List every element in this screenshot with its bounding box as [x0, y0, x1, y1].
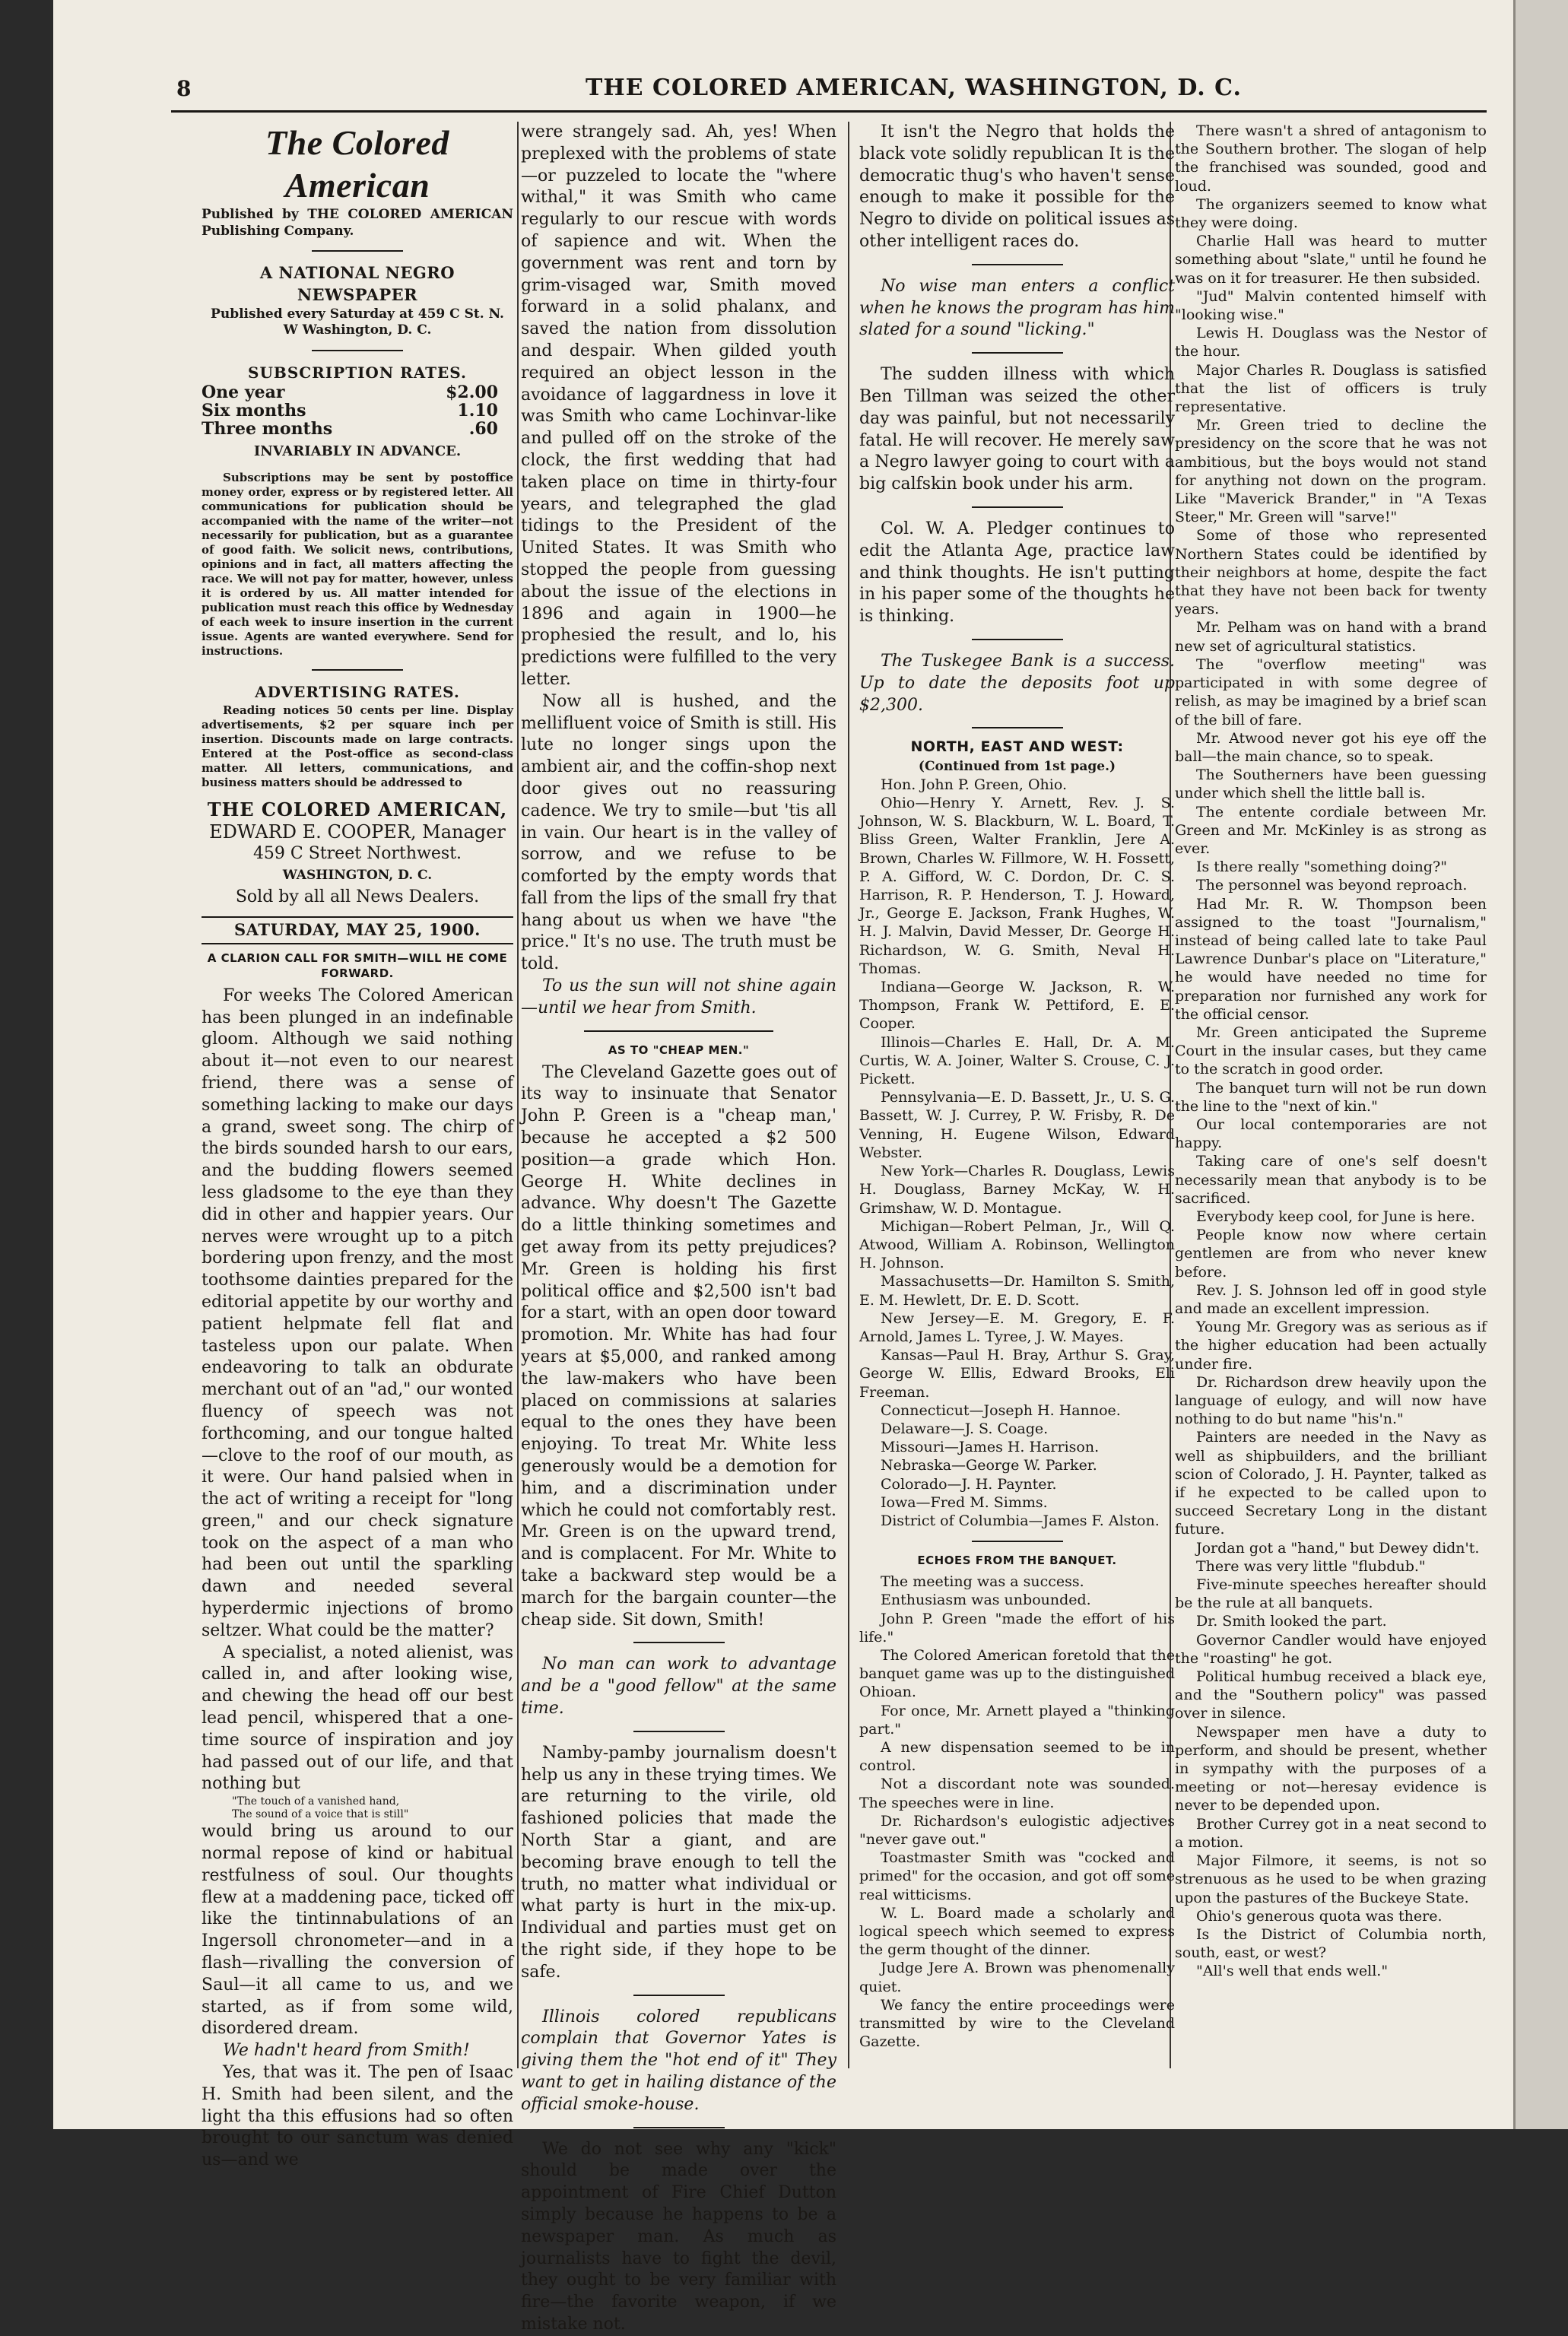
- divider: [972, 264, 1063, 265]
- list-item: Governor Candler would have enjoyed the "roasting" he got.: [1175, 1631, 1487, 1667]
- list-item: Missouri—James H. Harrison.: [881, 1439, 1100, 1456]
- article-paragraph: For weeks The Colored American has been plunged in an indefinable gloom. Although we said nothing about it—not even to our nearest friend, there was a sense of something lacking to make our days a grand, sweet song. The chirp of the birds sounded harsh to our ears, and the budding flowers seemed less gladsome to the eye than they did in other and happier years. Our nerves were wrought up to a pitch bordering upon frenzy, and the most toothsome dainties prepared for the editorial appetite by our worthy and patient helpmate fell flat and tasteless upon our palate. When endeavoring to talk an obdurate merchant out of an "ad," our wonted fluency of speech was not forthcoming, and our tongue halted—clove to the roof of our mouth, as it were. Our hand palsied when in the act of writing a receipt for "long green," and our check signature took on the aspect of a man who had been out until the sparkling dawn and needed several hyperdermic injections of bromo seltzer. What could be the matter?: [202, 986, 513, 1640]
- list-item: Mr. Green anticipated the Supreme Court in the insular cases, but they came to the scratch in good order.: [1175, 1024, 1487, 1078]
- divider: [312, 250, 403, 252]
- list-item: The organizers seemed to know what they were doing.: [1175, 195, 1487, 232]
- divider: [633, 1642, 725, 1643]
- divider: [972, 506, 1063, 508]
- list-item: Major Charles R. Douglass is satisfied that the list of officers is truly representative.: [1175, 361, 1487, 416]
- header-rule: [171, 110, 1487, 113]
- italic-paragraph: Illinois colored republicans complain that Governor Yates is giving them the "hot end of it" They want to get in hailing distance of the official smoke-house.: [521, 2007, 836, 2114]
- list-item: Pennsylvania—E. D. Bassett, Jr., U. S. G. Bassett, W. J. Currey, P. W. Frisby, R. De Venning, H. Eugene Wilson, Edward Webster.: [859, 1089, 1175, 1161]
- list-item: Indiana—George W. Jackson, R. W. Thompson, Frank W. Pettiford, E. E. Cooper.: [859, 979, 1175, 1033]
- list-item: There wasn't a shred of antagonism to the Southern brother. The slogan of help the franchised was sounded, good and loud.: [1175, 122, 1487, 195]
- list-item: Had Mr. R. W. Thompson been assigned to the toast "Journalism," instead of being called late to take Paul Lawrence Dunbar's place on "Literature," he would have needed no time for preparation nor furnished any work for the official censor.: [1175, 895, 1487, 1023]
- list-item: Dr. Richardson's eulogistic adjectives "never gave out.": [859, 1812, 1175, 1848]
- list-item: Massachusetts—Dr. Hamilton S. Smith, E. M. Hewlett, Dr. E. D. Scott.: [859, 1273, 1175, 1309]
- advertising-notes: Reading notices 50 cents per line. Display advertisements, $2 per square inch per insertion. Discounts made on large contracts. Entered at the Post-office as second-class matter. All letters, communications, and business matters should be addressed to: [202, 703, 513, 789]
- street-address: 459 C Street Northwest.: [252, 843, 462, 863]
- article-paragraph: Yes, that was it. The pen of Isaac H. Smith had been silent, and the light tha this effusions had so often brought to our sanctum was denied us—and we: [202, 2063, 513, 2170]
- list-item: Is the District of Columbia north, south, east, or west?: [1175, 1925, 1487, 1962]
- list-item: Mr. Atwood never got his eye off the ball—the main chance, so to speak.: [1175, 729, 1487, 765]
- quote-line: The sound of a voice that is still": [232, 1808, 409, 1821]
- issue-date: SATURDAY, MAY 25, 1900.: [234, 919, 481, 939]
- list-item: We fancy the entire proceedings were transmitted by wire to the Cleveland Gazette.: [859, 1996, 1175, 2051]
- divider: [312, 350, 403, 351]
- rate-label: Three months: [202, 419, 333, 440]
- rate-label: Six months: [202, 401, 306, 421]
- list-item: Young Mr. Gregory was as serious as if the higher education had been actually under fire.: [1175, 1319, 1487, 1373]
- list-item: New York—Charles R. Douglass, Lewis H. Douglass, Barney McKay, W. H. Grimshaw, W. D. Montague.: [859, 1163, 1175, 1217]
- italic-paragraph: No wise man enters a conflict when he knows the program has him slated for a sound "licking.": [859, 276, 1175, 340]
- list-item: Illinois—Charles E. Hall, Dr. A. M. Curtis, W. A. Joiner, Walter S. Crouse, C. J. Pickett.: [859, 1033, 1175, 1088]
- invariably-in-advance: INVARIABLY IN ADVANCE.: [253, 443, 462, 460]
- list-item: Charlie Hall was heard to mutter something about "slate," until he found he was on it for treasurer. He then subsided.: [1175, 233, 1487, 287]
- column-2: [521, 122, 836, 2336]
- list-item: Judge Jere A. Brown was phenomenally quiet.: [859, 1960, 1175, 1995]
- list-item: A new dispensation seemed to be in control.: [859, 1738, 1175, 1775]
- published-every: Published every Saturday at 459 C St. N. W Washington, D. C.: [211, 306, 504, 338]
- rate-price: 1.10: [457, 401, 498, 421]
- list-item: The meeting was a success.: [881, 1573, 1084, 1591]
- column-rule: [517, 122, 519, 2068]
- rate-row: [202, 420, 513, 438]
- list-item: Toastmaster Smith was "cocked and primed" for the occasion, and got off some real witticisms.: [859, 1849, 1175, 1903]
- list-item: People know now where certain gentlemen are from who never knew before.: [1175, 1227, 1487, 1281]
- list-item: John P. Green "made the effort of his life.": [859, 1610, 1175, 1646]
- article-headline: ECHOES FROM THE BANQUET.: [917, 1554, 1117, 1568]
- list-item: Is there really "something doing?": [1196, 859, 1447, 876]
- list-item: New Jersey—E. M. Gregory, E. F. Arnold, James L. Tyree, J. W. Mayes.: [859, 1309, 1175, 1345]
- column-1: [202, 122, 513, 2172]
- divider: [972, 352, 1063, 354]
- italic-paragraph: To us the sun will not shine again—until we hear from Smith.: [521, 976, 836, 1017]
- paper-nameplate: The Colored American: [265, 123, 449, 205]
- divider: [972, 639, 1063, 640]
- list-item: There was very little "flubdub.": [1196, 1557, 1426, 1575]
- list-item: Mr. Pelham was on hand with a brand new set of agricultural statistics.: [1175, 619, 1487, 655]
- list-item: Major Filmore, it seems, is not so strenuous as he used to be when grazing upon the pastures of the Buckeye State.: [1175, 1852, 1487, 1906]
- list-item: Colorado—J. H. Paynter.: [881, 1475, 1057, 1493]
- list-item: Painters are needed in the Navy as well as shipbuilders, and the brilliant scion of Colorado, J. H. Paynter, talked as if he expected to be called upon to succeed Secretary Long in the distant future.: [1175, 1429, 1487, 1538]
- column-rule: [848, 122, 849, 2068]
- rate-label: One year: [202, 382, 285, 403]
- article-italic-line: We hadn't heard from Smith!: [223, 2041, 470, 2061]
- list-item: Connecticut—Joseph H. Hannoe.: [881, 1401, 1121, 1419]
- list-item: The entente cordiale between Mr. Green and Mr. McKinley is as strong as ever.: [1175, 803, 1487, 857]
- rate-row: [202, 383, 513, 402]
- italic-paragraph: The Tuskegee Bank is a success. Up to date the deposits foot up $2,300.: [859, 651, 1175, 715]
- quote-line: "The touch of a vanished hand,: [232, 1795, 400, 1808]
- list-item: For once, Mr. Arnett played a "thinking part.": [859, 1702, 1175, 1738]
- divider: [633, 2127, 725, 2128]
- article-headline: AS TO "CHEAP MEN.": [608, 1043, 750, 1057]
- article-headline: A CLARION CALL FOR SMITH—WILL HE COME FORWARD.: [207, 951, 508, 980]
- page-number: 8: [176, 76, 192, 101]
- list-item: The personnel was beyond reproach.: [1196, 877, 1468, 894]
- list-item: Five-minute speeches hereafter should be the rule at all banquets.: [1175, 1576, 1487, 1612]
- article-paragraph: Now all is hushed, and the mellifluent voice of Smith is still. His lute no longer sings upon the ambient air, and the coffin-shop next door gives out no reassuring cadence. We try to smile—but 'tis all in vain. Our heart is in the valley of sorrow, and we refuse to be comforted by the empty words that fall from the lips of the small fry that hang about us when we have "the price." It's no use. The truth must be told.: [521, 691, 836, 974]
- date-banner: [202, 916, 513, 944]
- list-item: Kansas—Paul H. Bray, Arthur S. Gray, George W. Ellis, Edward Brooks, Eli Freeman.: [859, 1347, 1175, 1401]
- list-item: The banquet turn will not be run down the line to the "next of kin.": [1175, 1079, 1487, 1115]
- list-item: Brother Currey got in a neat second to a motion.: [1175, 1815, 1487, 1851]
- echoes-list: [859, 1573, 1175, 2051]
- column-4: [1175, 122, 1487, 1981]
- publisher-line: Published by THE COLORED AMERICAN Publishing Company.: [202, 207, 513, 239]
- advertising-rates-heading: ADVERTISING RATES.: [255, 683, 460, 702]
- list-item: Not a discordant note was sounded. The speeches were in line.: [859, 1776, 1175, 1811]
- list-item: Lewis H. Douglass was the Nestor of the hour.: [1175, 325, 1487, 360]
- list-item: Enthusiasm was unbounded.: [881, 1592, 1091, 1609]
- article-paragraph: The sudden illness with which Ben Tillman was seized the other day was painful, but not necessarily fatal. He will recover. He merely saw a Negro lawyer going to court with a big calfskin book under his arm.: [859, 365, 1175, 494]
- list-item: Newspaper men have a duty to perform, and should be present, whether in sympathy with the purposes of a meeting or not—heresay evidence is never to be depended upon.: [1175, 1723, 1487, 1814]
- article-headline: NORTH, EAST AND WEST:: [910, 738, 1124, 756]
- article-paragraph: It isn't the Negro that holds the black vote solidly republican It is the democratic thug's who haven't sense enough to make it possible for the Negro to divide on political issues as other intelligent races do.: [859, 122, 1175, 251]
- delegates-list: [859, 776, 1175, 1530]
- list-item: Dr. Richardson drew heavily upon the language of eulogy, and will now have nothing to do but name "his'n.": [1175, 1373, 1487, 1428]
- list-item: The Colored American foretold that the banquet game was up to the distinguished Ohioan.: [859, 1646, 1175, 1701]
- column-3: [859, 122, 1175, 2051]
- list-item: The Southerners have been guessing under which shell the little ball is.: [1175, 766, 1487, 802]
- list-item: Our local contemporaries are not happy.: [1175, 1116, 1487, 1152]
- divider: [972, 727, 1063, 728]
- list-item: W. L. Board made a scholarly and logical speech which seemed to express the germ thought of the dinner.: [859, 1904, 1175, 1959]
- list-item: "Jud" Malvin contented himself with "looking wise.": [1175, 287, 1487, 324]
- list-item: Mr. Green tried to decline the presidency on the score that he was not ambitious, but the boys would not stand for anything not down on the program. Like "Maverick Brander," in "A Texas Steer," Mr. Green will "sarve!": [1175, 417, 1487, 526]
- italic-paragraph: No man can work to advantage and be a "good fellow" at the same time.: [521, 1655, 836, 1718]
- article-paragraph: would bring us around to our normal repose of kind or habitual restfulness of soul. Our thoughts flew at a maddening pace, ticked off like the tintinnabulations of an Ingersoll chronometer—and in a flash—rivalling the conversion of Saul—it all came to us, and we started, as if from some wild, disordered dream.: [202, 1822, 513, 2039]
- list-item: District of Columbia—James F. Alston.: [881, 1512, 1160, 1529]
- article-paragraph: Col. W. A. Pledger continues to edit the Atlanta Age, practice law and think thoughts. He isn't putting in his paper some of the thoughts he is thinking.: [859, 519, 1175, 627]
- divider: [633, 1731, 725, 1732]
- manager-line: EDWARD E. COOPER, Manager: [209, 820, 506, 843]
- list-item: Nebraska—George W. Parker.: [881, 1457, 1097, 1474]
- subscription-notes: Subscriptions may be sent by postoffice money order, express or by registered letter. All communications for publication should be accompanied with the name of the writer—not necessarily for publication, but as a guarantee of good faith. We solicit news, contributions, opinions and in fact, all matters affecting the race. We will not pay for matter, however, unless it is ordered by us. All matter intended for publication must reach this office by Wednesday of each week to insure insertion in the current issue. Agents are wanted everywhere. Send for instructions.: [202, 471, 513, 659]
- list-item: Jordan got a "hand," but Dewey didn't.: [1196, 1539, 1480, 1557]
- article-paragraph: A specialist, a noted alienist, was called in, and after looking wise, and chewing the head off our best lead pencil, whispered that a one-time source of inspiration and joy had passed out of our life, and that nothing but: [202, 1642, 513, 1794]
- list-item: The "overflow meeting" was participated in with some degree of relish, as may be imagined by a brief scan of the bill of fare.: [1175, 655, 1487, 728]
- adjacent-page-edge: [1513, 0, 1568, 2129]
- list-item: Hon. John P. Green, Ohio.: [881, 776, 1068, 793]
- subscription-rates-heading: SUBSCRIPTION RATES.: [248, 363, 467, 382]
- rate-row: [202, 402, 513, 420]
- list-item: Some of those who represented Northern States could be identified by their neighbors at home, despite the fact that they have not been back for twenty years.: [1175, 527, 1487, 618]
- divider: [633, 1995, 725, 1996]
- city-line: WASHINGTON, D. C.: [282, 868, 433, 884]
- paper-name-address: THE COLORED AMERICAN,: [207, 798, 508, 820]
- article-paragraph: The Cleveland Gazette goes out of its way to insinuate that Senator John P. Green is a "cheap man,' because he accepted a $2 500 position—a grade which Hon. George H. White declines in advance. Why doesn't The Gazette do a little thinking sometimes and get away from its petty prejudices? Mr. Green is holding his first political office and $2,500 isn't bad for a start, with an open door toward promotion. Mr. White has had four years at $5,000, and ranked among the law-makers who have been placed on commissions at salaries equal to the ones they have been enjoying. To treat Mr. White less generously would be a demotion for him, and a discrimination under which he could not comfortably rest. Mr. Green is on the upward trend, and is complacent. For Mr. White to take a backward step would be a march for the bargain counter—the cheap side. Sit down, Smith!: [521, 1062, 836, 1630]
- divider: [312, 669, 403, 671]
- article-paragraph: Namby-pamby journalism doesn't help us any in these trying times. We are returning to the virile, old fashioned policies that made the North Star a giant, and are becoming brave enough to tell the truth, no matter what individual or what party is hurt in the mix-up. Individual and parties must get on the right side, if they hope to be safe.: [521, 1743, 836, 1982]
- list-item: Political humbug received a black eye, and the "Southern policy" was passed over in silence.: [1175, 1668, 1487, 1722]
- divider: [972, 1541, 1063, 1542]
- list-item: Dr. Smith looked the part.: [1196, 1613, 1387, 1630]
- list-item: Taking care of one's self doesn't necessarily mean that anybody is to be sacrificed.: [1175, 1153, 1487, 1207]
- list-item: Delaware—J. S. Coage.: [881, 1420, 1049, 1437]
- rate-price: $2.00: [446, 382, 498, 403]
- list-item: Ohio's generous quota was there.: [1196, 1907, 1443, 1925]
- list-item: Everybody keep cool, for June is here.: [1196, 1208, 1475, 1225]
- running-header-title: THE COLORED AMERICAN, WASHINGTON, D. C.: [586, 75, 1242, 101]
- list-item: Ohio—Henry Y. Arnett, Rev. J. S. Johnson, W. S. Blackburn, W. L. Board, T. Bliss Green, Walter Franklin, Jere A. Brown, Charles W. Fillmore, W. H. Fossett, P. A. Gifford, W. C. Dordon, Dr. C. S. Harrison, R. P. Henderson, T. J. Howard, Jr., George E. Jackson, Frank Hughes, W. H. J. Malvin, David Messer, Dr. George H. Richardson, W. G. Smith, Neval H. Thomas.: [859, 795, 1175, 977]
- continued-note: (Continued from 1st page.): [918, 759, 1116, 775]
- article-paragraph: We do not see why any "kick" should be made over the appointment of Fire Chief Dutton simply because he happens to be a newspaper man. As much as journalists have to fight the devil, they ought to be very familiar with fire—the favorite weapon, if we mistake not.: [521, 2139, 836, 2334]
- list-item: "All's well that ends well.": [1196, 1963, 1389, 1980]
- rate-price: .60: [468, 419, 498, 440]
- tagline: A NATIONAL NEGRO NEWSPAPER: [259, 263, 455, 304]
- divider: [584, 1030, 773, 1032]
- list-item: Michigan—Robert Pelman, Jr., Will Q. Atwood, William A. Robinson, Wellington H. Johnson.: [859, 1217, 1175, 1272]
- list-item: Iowa—Fred M. Simms.: [881, 1493, 1048, 1511]
- list-item: Rev. J. S. Johnson led off in good style and made an excellent impression.: [1175, 1281, 1487, 1317]
- paper-sheet: [53, 0, 1513, 2334]
- sold-by-line: Sold by all all News Dealers.: [235, 887, 480, 907]
- rates-table: [202, 383, 513, 438]
- article-paragraph: were strangely sad. Ah, yes! When preplexed with the problems of state—or puzzeled to locate the "where withal," it was Smith who came regularly to our rescue with words of sapience and wit. When the government was rent and torn by grim-visaged war, Smith moved forward in a solid phalanx, and saved the nation from dissolution and despair. When gilded youth required an object lesson in the avoidance of laggardness in love it was Smith who came Lochinvar-like and pulled off on the stroke of the clock, the first wedding that had taken place on time in thirty-four years, and telegraphed the glad tidings to the President of the United States. It was Smith who stopped the people from guessing about the issue of the elections in 1896 and again in 1900—he prophesied the result, and lo, his predictions were fulfilled to the very letter.: [521, 122, 836, 689]
